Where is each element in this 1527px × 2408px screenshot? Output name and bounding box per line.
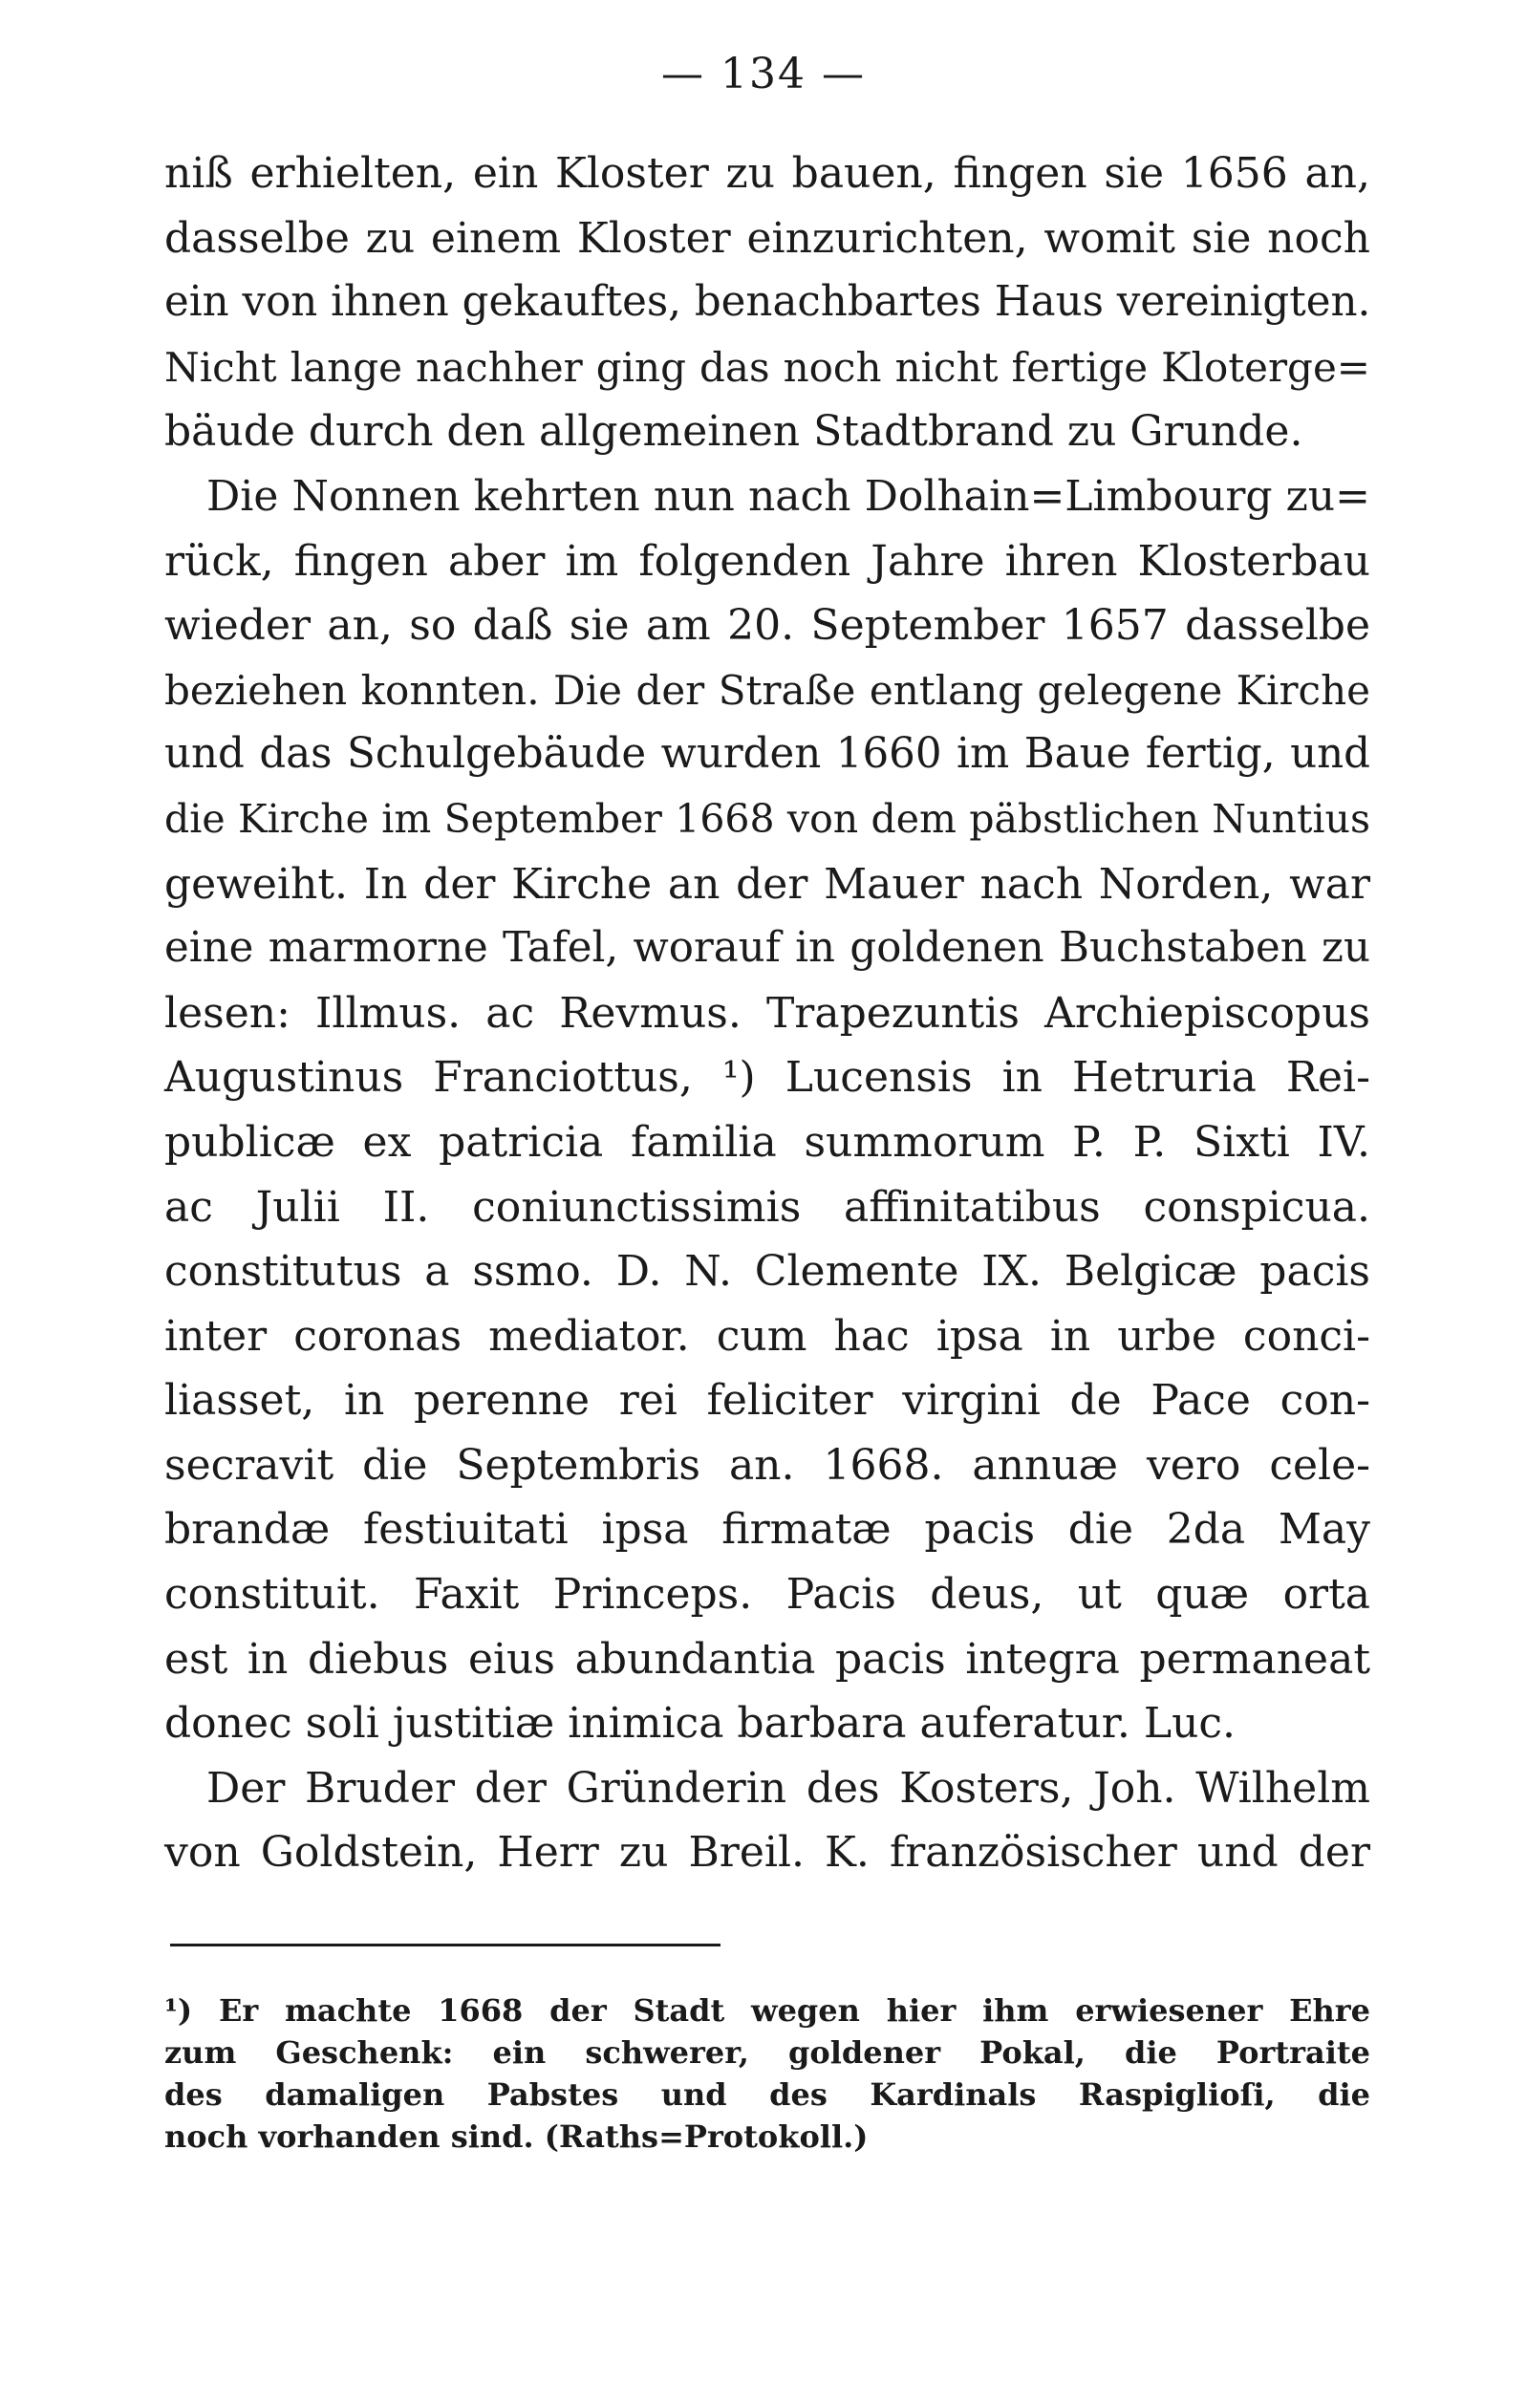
text-line: die Kirche im September 1668 von dem päbstlichen Nuntius bbox=[164, 795, 1370, 842]
text-line: publicæ ex patricia familia summorum P. P. Sixti IV. bbox=[164, 1117, 1370, 1167]
text-line: niß erhielten, ein Kloster zu bauen, fingen sie 1656 an, bbox=[164, 149, 1370, 198]
footnote-line: noch vorhanden sind. (Raths=Protokoll.) bbox=[164, 2118, 869, 2155]
text-line: secravit die Septembris an. 1668. annuæ vero cele- bbox=[164, 1440, 1370, 1490]
text-line: Augustinus Franciottus, ¹) Lucensis in Hetruria Rei- bbox=[164, 1053, 1370, 1103]
text-line: liasset, in perenne rei feliciter virgini de Pace con- bbox=[164, 1376, 1370, 1426]
text-line: lesen: Illmus. ac Revmus. Trapezuntis Archiepiscopus bbox=[164, 988, 1370, 1038]
text-line: eine marmorne Tafel, worauf in goldenen Buchstaben zu bbox=[164, 924, 1370, 973]
text-line: ein von ihnen gekauftes, benachbartes Haus vereinigten. bbox=[164, 278, 1371, 327]
text-line: beziehen konnten. Die der Straße entlang gelegene Kirche bbox=[164, 666, 1370, 714]
footnote-line: zum Geschenk: ein schwerer, goldener Pokal, die Portraite bbox=[164, 2034, 1370, 2071]
text-line: geweiht. In der Kirche an der Mauer nach Norden, war bbox=[164, 859, 1370, 909]
text-line: constitutus a ssmo. D. N. Clemente IX. Belgicæ pacis bbox=[164, 1247, 1370, 1297]
text-line: brandæ festiuitati ipsa firmatæ pacis die 2da May bbox=[164, 1505, 1370, 1555]
footnote-divider bbox=[170, 1944, 720, 1946]
text-line: Die Nonnen kehrten nun nach Dolhain=Limbourg zu= bbox=[206, 471, 1370, 521]
text-line: inter coronas mediator. cum hac ipsa in urbe conci- bbox=[164, 1311, 1370, 1361]
text-line: Nicht lange nachher ging das noch nicht fertige Kloterge= bbox=[164, 343, 1370, 391]
text-line: bäude durch den allgemeinen Stadtbrand zu Grunde. bbox=[164, 407, 1303, 457]
body-text bbox=[164, 141, 1370, 1885]
footnote-line: des damaligen Pabstes und des Kardinals Raspiglioſi, die bbox=[164, 2076, 1370, 2113]
text-line: von Goldstein, Herr zu Breil. K. französischer und der bbox=[164, 1828, 1370, 1878]
text-line: und das Schulgebäude wurden 1660 im Baue fertig, und bbox=[164, 730, 1370, 779]
text-line: Der Bruder der Gründerin des Kosters, Joh. Wilhelm bbox=[206, 1763, 1370, 1813]
text-line: est in diebus eius abundantia pacis integra permaneat bbox=[164, 1634, 1370, 1684]
text-line: wieder an, so daß sie am 20. September 1657 dasselbe bbox=[164, 601, 1370, 651]
footnote-line: ¹) Er machte 1668 der Stadt wegen hier ihm erwiesener Ehre bbox=[164, 1992, 1370, 2029]
text-line: rück, fingen aber im folgenden Jahre ihren Klosterbau bbox=[164, 536, 1370, 586]
text-line: donec soli justitiæ inimica barbara auferatur. Luc. bbox=[164, 1699, 1237, 1749]
text-line: constituit. Faxit Princeps. Pacis deus, ut quæ orta bbox=[164, 1570, 1370, 1620]
text-line: dasselbe zu einem Kloster einzurichten, womit sie noch bbox=[164, 213, 1370, 263]
page-number: — 134 — bbox=[661, 50, 866, 98]
footnotes bbox=[164, 1989, 1370, 2158]
text-line: ac Julii II. coniunctissimis affinitatibus conspicua. bbox=[164, 1182, 1370, 1232]
